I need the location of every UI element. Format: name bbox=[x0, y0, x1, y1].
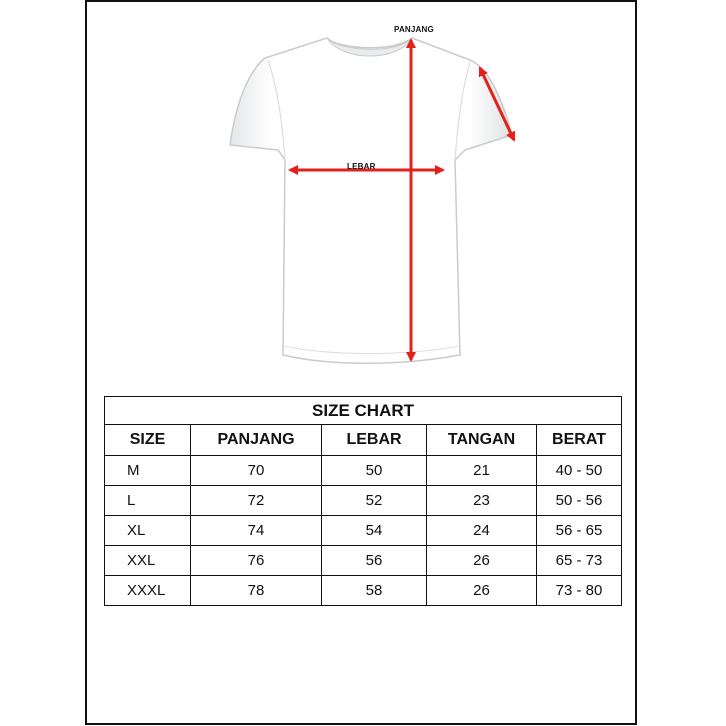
cell-lebar: 52 bbox=[322, 486, 427, 516]
cell-panjang: 78 bbox=[191, 576, 322, 606]
table-header-row bbox=[105, 425, 622, 456]
cell-lebar: 54 bbox=[322, 516, 427, 546]
width-label: LEBAR bbox=[347, 162, 376, 171]
table-title-row bbox=[105, 397, 622, 425]
tshirt-shape bbox=[230, 38, 512, 363]
table-row bbox=[105, 516, 622, 546]
cell-tangan: 26 bbox=[427, 576, 537, 606]
table-row bbox=[105, 576, 622, 606]
cell-tangan: 26 bbox=[427, 546, 537, 576]
header-size: SIZE bbox=[105, 425, 191, 456]
cell-tangan: 23 bbox=[427, 486, 537, 516]
cell-tangan: 24 bbox=[427, 516, 537, 546]
cell-berat: 50 - 56 bbox=[537, 486, 622, 516]
header-berat: BERAT bbox=[537, 425, 622, 456]
header-panjang: PANJANG bbox=[191, 425, 322, 456]
cell-size: M bbox=[105, 456, 191, 486]
cell-tangan: 21 bbox=[427, 456, 537, 486]
cell-size: XL bbox=[105, 516, 191, 546]
cell-lebar: 56 bbox=[322, 546, 427, 576]
cell-berat: 65 - 73 bbox=[537, 546, 622, 576]
cell-size: XXXL bbox=[105, 576, 191, 606]
header-tangan: TANGAN bbox=[427, 425, 537, 456]
cell-size: L bbox=[105, 486, 191, 516]
cell-lebar: 50 bbox=[322, 456, 427, 486]
cell-panjang: 72 bbox=[191, 486, 322, 516]
length-label: PANJANG bbox=[394, 25, 434, 34]
cell-panjang: 74 bbox=[191, 516, 322, 546]
cell-panjang: 76 bbox=[191, 546, 322, 576]
size-chart-title: SIZE CHART bbox=[105, 397, 622, 425]
cell-berat: 56 - 65 bbox=[537, 516, 622, 546]
cell-berat: 73 - 80 bbox=[537, 576, 622, 606]
size-chart-table bbox=[104, 396, 622, 606]
cell-panjang: 70 bbox=[191, 456, 322, 486]
table-row bbox=[105, 456, 622, 486]
cell-berat: 40 - 50 bbox=[537, 456, 622, 486]
cell-size: XXL bbox=[105, 546, 191, 576]
header-lebar: LEBAR bbox=[322, 425, 427, 456]
table-row bbox=[105, 486, 622, 516]
cell-lebar: 58 bbox=[322, 576, 427, 606]
table-row bbox=[105, 546, 622, 576]
